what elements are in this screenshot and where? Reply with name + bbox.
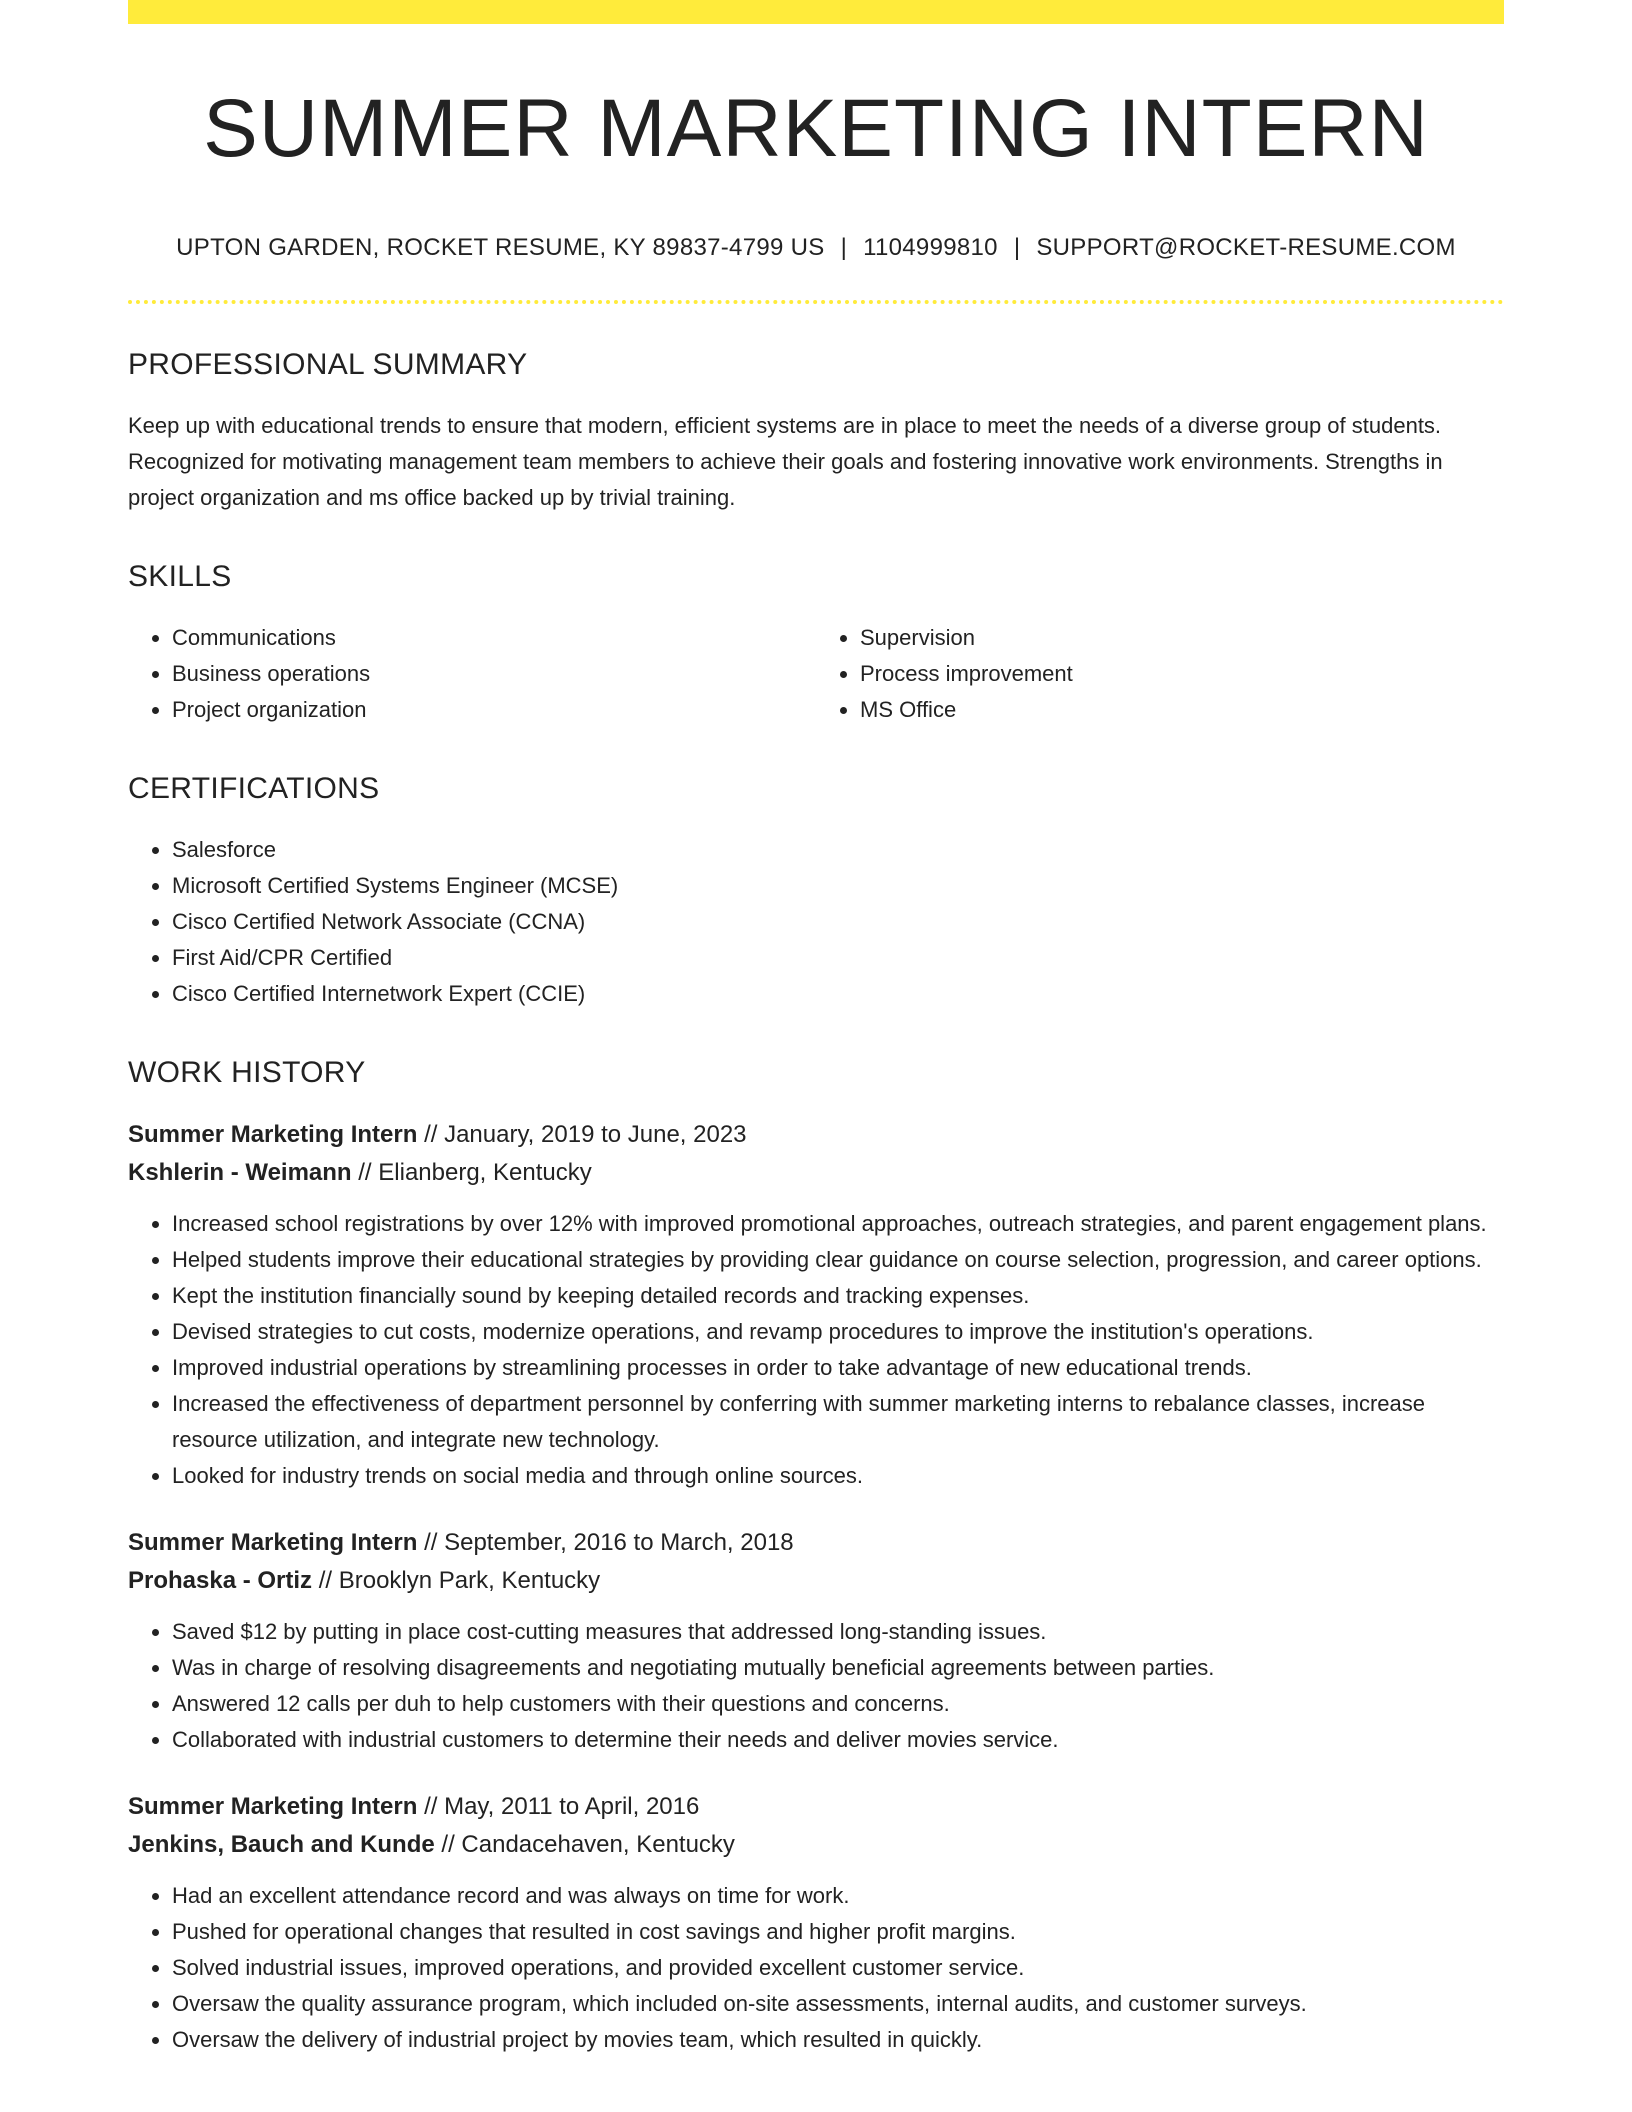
contact-address: UPTON GARDEN, ROCKET RESUME, KY 89837-4799 US [176,234,825,262]
list-item: • Looked for industry trends on social media and through online sources. [172,1458,1504,1494]
list-item: • Oversaw the delivery of industrial project by movies team, which resulted in quickly. [172,2022,1504,2058]
skills-list-right [816,620,1504,728]
list-item: • Saved $12 by putting in place cost-cutting measures that addressed long-standing issues. [172,1614,1504,1650]
job-location: // Candacehaven, Kentucky [441,1831,735,1859]
job-bullets [128,1614,1504,1758]
list-item: • Salesforce [172,832,1504,868]
list-item: • Collaborated with industrial customers to determine their needs and deliver movies service. [172,1722,1504,1758]
list-item: • Answered 12 calls per duh to help customers with their questions and concerns. [172,1686,1504,1722]
section-title-skills: SKILLS [128,560,232,594]
job-title-line [128,1524,1504,1562]
skills-list-left [128,620,816,728]
resume-page [128,0,1504,2058]
job-dates: // May, 2011 to April, 2016 [424,1793,700,1821]
list-item: • Cisco Certified Internetwork Expert (CCIE) [172,976,1504,1012]
job-title-line [128,1788,1504,1826]
section-title-summary: PROFESSIONAL SUMMARY [128,348,528,382]
job-dates: // September, 2016 to March, 2018 [424,1529,794,1557]
list-item: • Supervision [860,620,1504,656]
job-entry [128,1788,1504,2058]
list-item: • Cisco Certified Network Associate (CCNA) [172,904,1504,940]
list-item: • Solved industrial issues, improved operations, and provided excellent customer service. [172,1950,1504,1986]
job-title: Summer Marketing Intern [128,1793,418,1821]
job-bullets [128,1206,1504,1494]
job-title-line [128,1116,1504,1154]
list-item: • Process improvement [860,656,1504,692]
page-title: SUMMER MARKETING INTERN [203,83,1429,174]
list-item: • Was in charge of resolving disagreements and negotiating mutually beneficial agreements between parties. [172,1650,1504,1686]
list-item: • Project organization [172,692,816,728]
contact-phone: 1104999810 [863,234,998,262]
job-company-line [128,1562,1504,1600]
job-dates: // January, 2019 to June, 2023 [424,1121,747,1149]
job-entry [128,1116,1504,1494]
contact-email: SUPPORT@ROCKET-RESUME.COM [1036,234,1456,262]
certifications-list [128,832,1504,1012]
job-company: Prohaska - Ortiz [128,1567,313,1595]
job-title: Summer Marketing Intern [128,1529,418,1557]
list-item: • Communications [172,620,816,656]
list-item: • MS Office [860,692,1504,728]
list-item: • Kept the institution financially sound by keeping detailed records and tracking expenses. [172,1278,1504,1314]
list-item: • Devised strategies to cut costs, modernize operations, and revamp procedures to improve the institution's operations. [172,1314,1504,1350]
list-item: • Increased the effectiveness of department personnel by conferring with summer marketing interns to rebalance classes, increase resource utilization, and integrate new technology. [172,1386,1504,1458]
list-item: • Business operations [172,656,816,692]
contact-line [128,234,1504,262]
skills-grid [128,620,1504,728]
job-title: Summer Marketing Intern [128,1121,418,1149]
job-company-line [128,1826,1504,1864]
list-item: • Increased school registrations by over 12% with improved promotional approaches, outreach strategies, and parent engagement plans. [172,1206,1504,1242]
job-company-line [128,1154,1504,1192]
job-company: Jenkins, Bauch and Kunde [128,1831,435,1859]
contact-separator: | [1013,234,1021,262]
dotted-divider [128,300,1504,304]
accent-top-bar [128,0,1504,24]
list-item: • Had an excellent attendance record and was always on time for work. [172,1878,1504,1914]
list-item: • Microsoft Certified Systems Engineer (MCSE) [172,868,1504,904]
job-location: // Brooklyn Park, Kentucky [318,1567,601,1595]
section-title-work-history: WORK HISTORY [128,1056,366,1090]
list-item: • First Aid/CPR Certified [172,940,1504,976]
job-bullets [128,1878,1504,2058]
job-entry [128,1524,1504,1758]
summary-text: Keep up with educational trends to ensure that modern, efficient systems are in place to meet the needs of a diverse group of students. Recognized for motivating management team members to achieve their goals and fostering innovative work environments. Strengths in project organization and ms office backed up by trivial training. [128,413,1443,511]
list-item: • Oversaw the quality assurance program, which included on-site assessments, internal audits, and customer surveys. [172,1986,1504,2022]
contact-separator: | [840,234,848,262]
job-location: // Elianberg, Kentucky [358,1159,592,1187]
list-item: • Improved industrial operations by streamlining processes in order to take advantage of new educational trends. [172,1350,1504,1386]
job-company: Kshlerin - Weimann [128,1159,352,1187]
section-title-certifications: CERTIFICATIONS [128,772,380,806]
list-item: • Helped students improve their educational strategies by providing clear guidance on course selection, progression, and career options. [172,1242,1504,1278]
list-item: • Pushed for operational changes that resulted in cost savings and higher profit margins. [172,1914,1504,1950]
